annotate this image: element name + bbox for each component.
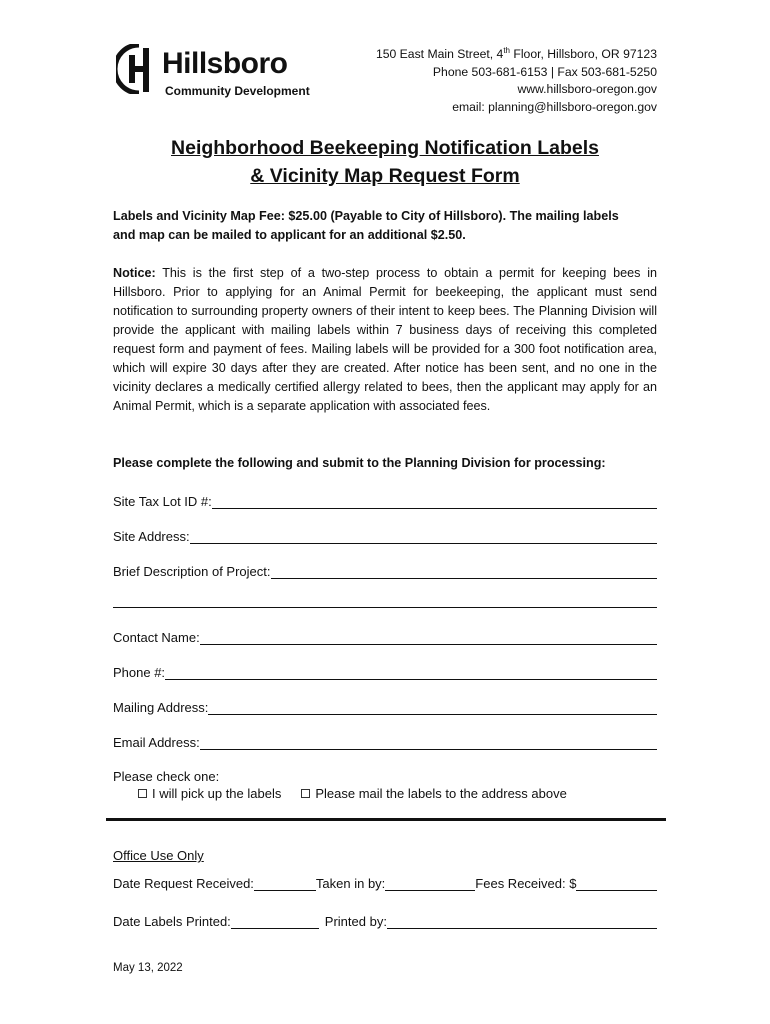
website-link[interactable]: www.hillsboro-oregon.gov — [517, 82, 657, 97]
taken-by-line[interactable] — [385, 890, 475, 891]
mail-checkbox[interactable] — [301, 789, 310, 798]
form-title-line2: & Vicinity Map Request Form — [250, 165, 520, 187]
logo-subtitle: Community Development — [165, 84, 310, 98]
tax-lot-field[interactable]: Site Tax Lot ID #: — [113, 491, 657, 511]
notice-paragraph — [113, 264, 657, 416]
email-input-line[interactable] — [200, 749, 657, 750]
description-extra-line[interactable] — [113, 607, 657, 608]
fees-received-line[interactable] — [576, 890, 657, 891]
office-row-1: Date Request Received: Taken in by: Fees Received: $ — [113, 873, 657, 893]
phone-fax-line: Phone 503-681-6153 | Fax 503-681-5250 — [432, 64, 657, 79]
hillsboro-logo — [116, 44, 310, 100]
tax-lot-input-line[interactable] — [212, 508, 657, 509]
pickup-option[interactable]: I will pick up the labels — [138, 786, 281, 801]
mailing-address-input-line[interactable] — [208, 714, 657, 715]
check-options — [138, 786, 587, 801]
printed-by-line[interactable] — [387, 928, 657, 929]
phone-field[interactable]: Phone #: — [113, 662, 657, 682]
notice-label: Notice: — [113, 266, 156, 280]
site-address-input-line[interactable] — [190, 543, 657, 544]
fee-statement: Labels and Vicinity Map Fee: $25.00 (Payable to City of Hillsboro). The mailing labels and map can be mailed to applicant for an additional $2.50. — [113, 209, 619, 242]
form-title-line1: Neighborhood Beekeeping Notification Labels — [171, 137, 599, 159]
section-divider — [106, 818, 666, 821]
mailing-address-field[interactable]: Mailing Address: — [113, 697, 657, 717]
email-field[interactable]: Email Address: — [113, 732, 657, 752]
mail-option[interactable]: Please mail the labels to the address above — [301, 786, 567, 801]
office-use-heading: Office Use Only — [113, 848, 204, 863]
description-input-line[interactable] — [271, 578, 657, 579]
contact-block — [376, 46, 657, 116]
address-line: 150 East Main Street, 4th Floor, Hillsboro, OR 97123 — [375, 45, 657, 61]
office-row-2: Date Labels Printed: Printed by: — [113, 911, 657, 931]
hillsboro-h-icon — [116, 44, 162, 94]
site-address-field[interactable]: Site Address: — [113, 526, 657, 546]
pickup-checkbox[interactable] — [138, 789, 147, 798]
check-prompt: Please check one: — [113, 769, 220, 784]
date-printed-line[interactable] — [231, 928, 319, 929]
instructions-text: Please complete the following and submit to the Planning Division for processing: — [113, 456, 606, 470]
date-received-line[interactable] — [254, 890, 316, 891]
logo-name: Hillsboro — [162, 47, 288, 80]
phone-input-line[interactable] — [165, 679, 657, 680]
description-field[interactable]: Brief Description of Project: — [113, 561, 657, 581]
footer-date: May 13, 2022 — [113, 962, 183, 974]
email-link[interactable]: email: planning@hillsboro-oregon.gov — [452, 99, 657, 114]
notice-text: This is the first step of a two-step process to obtain a permit for keeping bees in Hillsboro. Prior to applying for an Animal Permit for beekeeping, the applicant must send notification to surrounding property owners of their intent to keep bees. The Planning Division will provide the applicant with mailing labels within 7 business days of receiving this completed request form and payment of fees. Mailing labels will be provided for a 300 foot notification area, which will expire 30 days after they are created. After notice has been sent, and no one in the vicinity declares a medically certified allergy related to bees, then the applicant may apply for an Animal Permit, which is a separate application with associated fees. — [113, 266, 657, 413]
contact-name-input-line[interactable] — [200, 644, 657, 645]
contact-name-field[interactable]: Contact Name: — [113, 627, 657, 647]
